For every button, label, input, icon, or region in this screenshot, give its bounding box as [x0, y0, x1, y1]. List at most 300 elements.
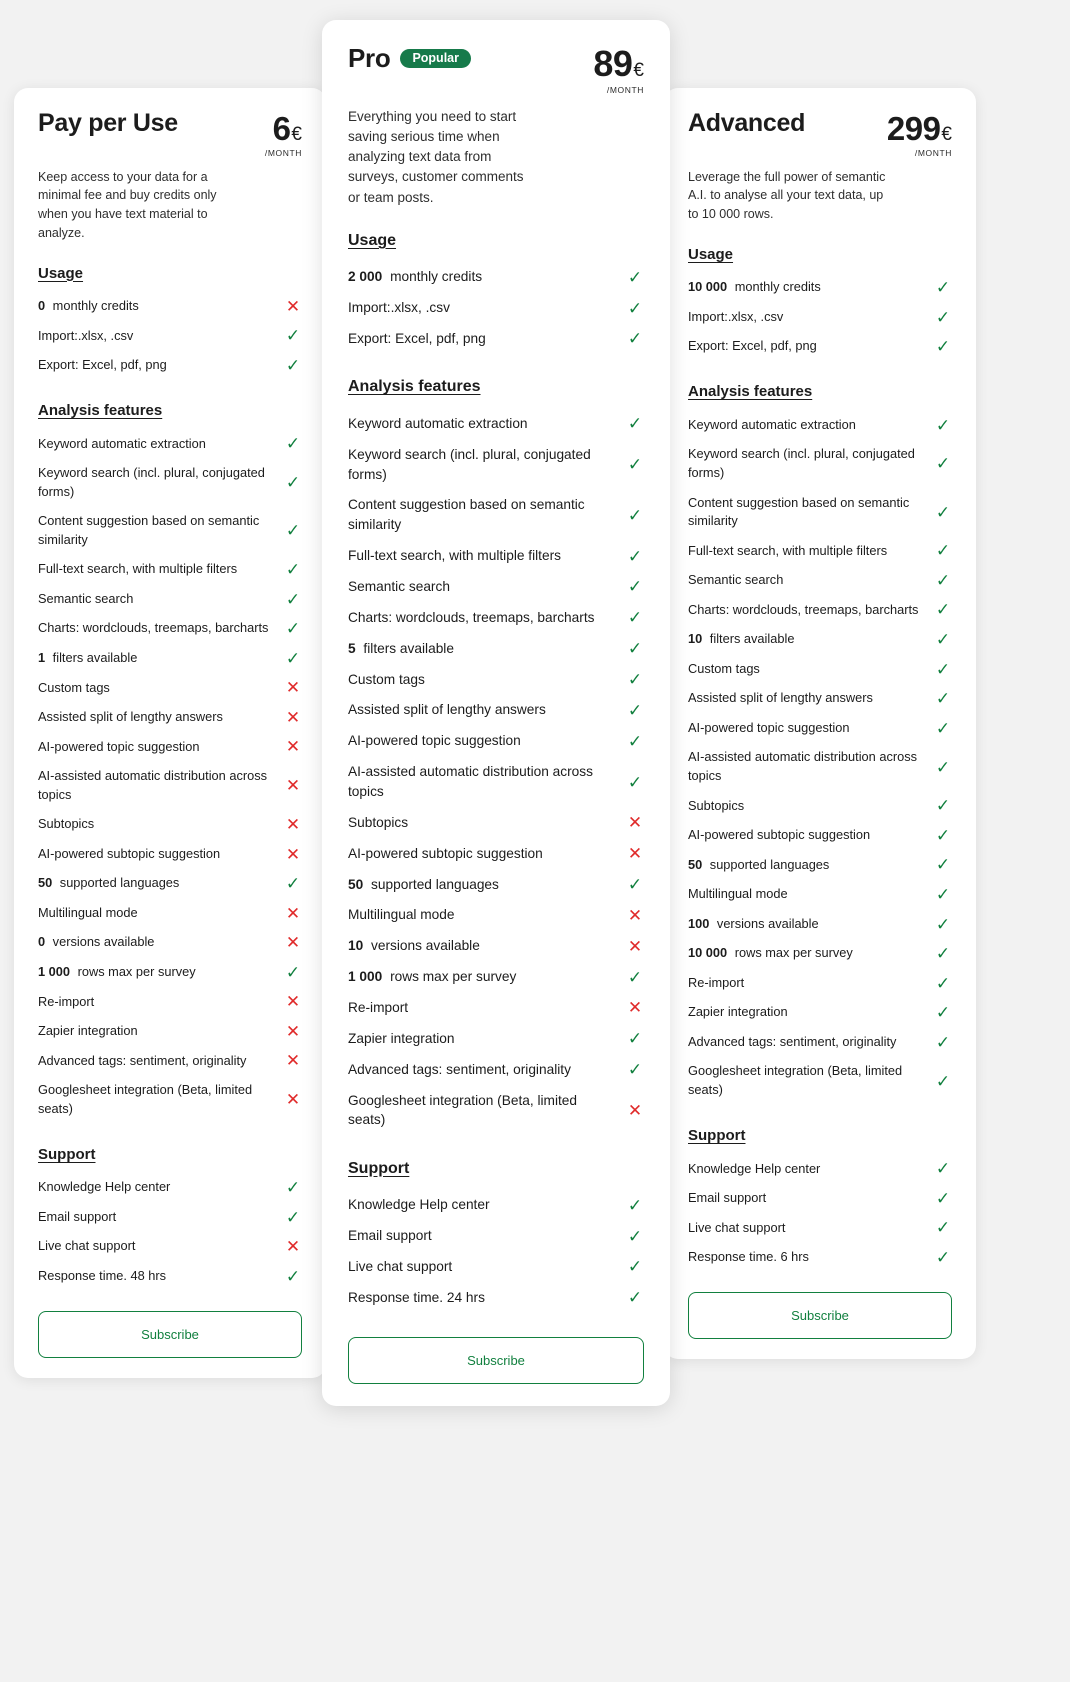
- feature-label: Googlesheet integration (Beta, limited seats): [688, 1063, 903, 1098]
- feature-list: [348, 262, 644, 355]
- cross-icon: ✕: [285, 844, 301, 864]
- feature-list: [688, 1154, 952, 1272]
- feature-text: versions available: [713, 915, 819, 931]
- check-icon: ✓: [285, 619, 301, 639]
- plan-title: Advanced: [688, 109, 806, 137]
- feature-label: Advanced tags: sentiment, originality: [348, 1061, 571, 1077]
- feature-row: [348, 900, 644, 931]
- feature-row: [688, 625, 952, 655]
- check-icon: ✓: [627, 700, 643, 720]
- check-icon: ✓: [935, 1071, 951, 1091]
- cross-icon: ✕: [627, 844, 643, 864]
- feature-label: [688, 915, 924, 934]
- feature-row: [348, 293, 644, 324]
- feature-row: [688, 1184, 952, 1214]
- feature-row: [38, 1202, 302, 1232]
- feature-label: [38, 874, 274, 893]
- feature-row: [38, 1046, 302, 1076]
- feature-label: Export: Excel, pdf, png: [688, 338, 817, 354]
- feature-label: Keyword search (incl. plural, conjugated forms): [688, 446, 915, 480]
- feature-label: Full-text search, with multiple filters: [38, 561, 238, 577]
- feature-label: AI-powered topic suggestion: [348, 733, 521, 749]
- cross-icon: ✕: [627, 905, 643, 925]
- feature-text: filters available: [706, 631, 795, 647]
- feature-row: [348, 726, 644, 757]
- section-title-analysis-features: Analysis features: [38, 402, 163, 420]
- feature-row: [348, 1252, 644, 1283]
- feature-label: Googlesheet integration (Beta, limited seats): [348, 1092, 578, 1128]
- pricing-card-advanced: [664, 88, 976, 1359]
- feature-row: [38, 351, 302, 381]
- feature-label: Subtopics: [38, 816, 95, 832]
- check-icon: ✓: [627, 1226, 643, 1246]
- section-title-usage: Usage: [688, 245, 734, 263]
- cross-icon: ✕: [627, 998, 643, 1018]
- feature-label: AI-assisted automatic distribution across topics: [688, 749, 918, 783]
- check-icon: ✓: [935, 796, 951, 816]
- feature-row: [688, 595, 952, 625]
- feature-label: Charts: wordclouds, treemaps, barcharts: [348, 609, 595, 625]
- feature-row: [38, 762, 302, 810]
- cross-icon: ✕: [285, 815, 301, 835]
- feature-label: Live chat support: [38, 1238, 136, 1254]
- check-icon: ✓: [935, 541, 951, 561]
- plan-name-wrap: [348, 44, 471, 73]
- price-period: /MONTH: [606, 85, 644, 95]
- feature-row: [688, 302, 952, 332]
- plan-price: [593, 44, 644, 95]
- feature-label: AI-powered subtopic suggestion: [688, 827, 871, 843]
- feature-list: [38, 1173, 302, 1291]
- feature-row: [38, 1232, 302, 1262]
- feature-row: [348, 408, 644, 439]
- feature-label: Advanced tags: sentiment, originality: [688, 1033, 897, 1049]
- feature-row: [688, 939, 952, 969]
- feature-row: [348, 838, 644, 869]
- feature-row: [38, 584, 302, 614]
- feature-label: AI-powered topic suggestion: [688, 719, 850, 735]
- cross-icon: ✕: [285, 992, 301, 1012]
- feature-row: [348, 1054, 644, 1085]
- feature-label: Charts: wordclouds, treemaps, barcharts: [38, 620, 269, 636]
- check-icon: ✓: [627, 967, 643, 987]
- feature-value: 5: [348, 640, 356, 656]
- feature-row: [348, 323, 644, 354]
- feature-text: monthly credits: [386, 269, 483, 285]
- feature-row: [348, 807, 644, 838]
- feature-value: 0: [38, 934, 46, 950]
- feature-list: [38, 292, 302, 381]
- feature-row: [348, 1023, 644, 1054]
- feature-row: [38, 614, 302, 644]
- check-icon: ✓: [935, 1159, 951, 1179]
- feature-label: Export: Excel, pdf, png: [38, 357, 167, 373]
- feature-label: Knowledge Help center: [348, 1197, 490, 1213]
- feature-label: AI-powered subtopic suggestion: [38, 845, 221, 861]
- check-icon: ✓: [285, 355, 301, 375]
- feature-label: Keyword automatic extraction: [38, 435, 206, 451]
- feature-label: Keyword automatic extraction: [348, 415, 528, 431]
- plan-description: Leverage the full power of semantic A.I. to analyse all your text data, up to 10 000 rows.: [688, 169, 886, 221]
- check-icon: ✓: [627, 772, 643, 792]
- feature-label: Zapier integration: [38, 1023, 138, 1039]
- check-icon: ✓: [935, 1003, 951, 1023]
- feature-label: Re-import: [688, 974, 745, 990]
- feature-row: [348, 439, 644, 490]
- subscribe-button-pro[interactable]: Subscribe: [348, 1337, 644, 1384]
- feature-row: [688, 743, 952, 791]
- feature-label: Semantic search: [38, 590, 134, 606]
- check-icon: ✓: [935, 973, 951, 993]
- feature-row: [348, 993, 644, 1024]
- feature-value: 2 000: [348, 269, 383, 285]
- feature-list: [688, 410, 952, 1105]
- feature-label: Import:.xlsx, .csv: [688, 308, 784, 324]
- feature-row: [688, 332, 952, 362]
- check-icon: ✓: [935, 689, 951, 709]
- popular-badge: Popular: [400, 49, 471, 69]
- feature-row: [38, 507, 302, 555]
- feature-value: 0: [38, 298, 46, 313]
- plan-header: [688, 110, 952, 158]
- feature-text: supported languages: [56, 875, 180, 891]
- check-icon: ✓: [935, 307, 951, 327]
- feature-row: [348, 1190, 644, 1221]
- pricing-card-pro: [322, 20, 670, 1406]
- section-title-support: Support: [348, 1159, 410, 1177]
- check-icon: ✓: [627, 731, 643, 751]
- feature-label: Multilingual mode: [38, 904, 138, 920]
- cross-icon: ✕: [285, 1237, 301, 1257]
- feature-row: [348, 633, 644, 664]
- feature-value: 1 000: [38, 964, 71, 980]
- feature-row: [348, 869, 644, 900]
- check-icon: ✓: [935, 718, 951, 738]
- price-period: /MONTH: [264, 148, 302, 158]
- check-icon: ✓: [935, 1188, 951, 1208]
- feature-row: [38, 1261, 302, 1291]
- feature-label: Content suggestion based on semantic similarity: [348, 497, 585, 533]
- check-icon: ✓: [627, 1195, 643, 1215]
- check-icon: ✓: [285, 1207, 301, 1227]
- feature-label: Multilingual mode: [348, 907, 455, 923]
- feature-label: Keyword search (incl. plural, conjugated forms): [38, 465, 265, 499]
- feature-label: AI-assisted automatic distribution across topics: [38, 768, 268, 802]
- feature-row: [38, 673, 302, 703]
- check-icon: ✓: [627, 1288, 643, 1308]
- feature-label: [348, 639, 616, 659]
- feature-label: [348, 267, 616, 287]
- feature-label: Email support: [348, 1228, 432, 1244]
- cross-icon: ✕: [627, 936, 643, 956]
- pricing-card-pay-per-use: [14, 88, 326, 1378]
- feature-label: AI-powered topic suggestion: [38, 738, 200, 754]
- plan-header: [38, 110, 302, 158]
- check-icon: ✓: [935, 1247, 951, 1267]
- feature-label: Semantic search: [688, 572, 784, 588]
- check-icon: ✓: [627, 608, 643, 628]
- feature-row: [348, 1282, 644, 1313]
- feature-row: [38, 839, 302, 869]
- check-icon: ✓: [627, 875, 643, 894]
- feature-label: Email support: [688, 1190, 767, 1206]
- feature-label: Email support: [38, 1208, 117, 1224]
- cross-icon: ✕: [627, 1100, 643, 1120]
- section-title-support: Support: [38, 1145, 96, 1163]
- feature-row: [348, 1085, 644, 1136]
- plan-title: Pay per Use: [38, 109, 178, 137]
- feature-text: monthly credits: [49, 298, 139, 313]
- subscribe-button-pay-per-use[interactable]: Subscribe: [38, 1311, 302, 1358]
- section-title-usage: Usage: [348, 231, 397, 249]
- check-icon: ✓: [627, 414, 643, 434]
- feature-row: [688, 440, 952, 488]
- feature-text: versions available: [49, 934, 155, 950]
- feature-row: [688, 410, 952, 440]
- feature-row: [38, 1173, 302, 1203]
- feature-row: [348, 962, 644, 993]
- feature-row: [688, 880, 952, 910]
- feature-label: [688, 630, 924, 649]
- plan-description: Keep access to your data for a minimal fee and buy credits only when you have text material to analyze.: [38, 169, 217, 240]
- feature-row: [688, 1057, 952, 1105]
- cross-icon: ✕: [285, 296, 301, 316]
- check-icon: ✓: [627, 546, 643, 566]
- feature-label: Keyword automatic extraction: [688, 416, 856, 432]
- check-icon: ✓: [285, 962, 301, 982]
- feature-row: [348, 490, 644, 541]
- section-title-analysis-features: Analysis features: [688, 383, 813, 401]
- feature-row: [348, 1221, 644, 1252]
- check-icon: ✓: [627, 1257, 643, 1277]
- feature-list: [348, 1190, 644, 1313]
- feature-value: 10 000: [688, 279, 728, 295]
- feature-row: [688, 791, 952, 821]
- check-icon: ✓: [285, 521, 301, 541]
- feature-row: [38, 1017, 302, 1047]
- feature-value: 100: [688, 915, 710, 931]
- feature-row: [38, 928, 302, 958]
- feature-label: Content suggestion based on semantic similarity: [38, 513, 260, 547]
- feature-value: 50: [688, 856, 703, 872]
- check-icon: ✓: [285, 473, 301, 493]
- check-icon: ✓: [627, 669, 643, 689]
- feature-label: Response time. 6 hrs: [688, 1249, 809, 1265]
- feature-label: Assisted split of lengthy answers: [348, 702, 546, 718]
- feature-label: [38, 963, 274, 982]
- feature-list: [688, 273, 952, 362]
- feature-label: Subtopics: [348, 814, 409, 830]
- feature-label: [688, 856, 924, 875]
- check-icon: ✓: [935, 855, 951, 875]
- feature-label: [348, 967, 616, 987]
- feature-label: Export: Excel, pdf, png: [348, 330, 486, 346]
- check-icon: ✓: [285, 1266, 301, 1286]
- feature-value: 50: [348, 876, 364, 892]
- feature-row: [688, 1154, 952, 1184]
- feature-row: [688, 684, 952, 714]
- plan-name-wrap: [38, 110, 178, 138]
- feature-label: Assisted split of lengthy answers: [38, 709, 223, 725]
- cross-icon: ✕: [285, 933, 301, 953]
- feature-label: Custom tags: [688, 660, 760, 676]
- feature-row: [688, 1243, 952, 1273]
- feature-value: 1 000: [348, 969, 383, 985]
- feature-row: [38, 1076, 302, 1124]
- feature-value: 10: [688, 631, 703, 647]
- cross-icon: ✕: [627, 813, 643, 833]
- cross-icon: ✕: [285, 678, 301, 698]
- feature-label: Import:.xlsx, .csv: [38, 327, 134, 343]
- feature-label: Re-import: [348, 1000, 409, 1016]
- feature-row: [38, 810, 302, 840]
- feature-row: [38, 555, 302, 585]
- check-icon: ✓: [935, 454, 951, 474]
- price-period: /MONTH: [914, 148, 952, 158]
- check-icon: ✓: [285, 560, 301, 580]
- check-icon: ✓: [627, 1029, 643, 1049]
- feature-label: Charts: wordclouds, treemaps, barcharts: [688, 601, 919, 617]
- plan-name-wrap: [688, 110, 805, 138]
- feature-label: [348, 936, 616, 956]
- feature-row: [38, 321, 302, 351]
- feature-row: [688, 998, 952, 1028]
- feature-label: Googlesheet integration (Beta, limited seats): [38, 1082, 253, 1116]
- feature-label: AI-powered subtopic suggestion: [348, 845, 543, 861]
- feature-text: rows max per survey: [74, 964, 196, 980]
- check-icon: ✓: [285, 589, 301, 609]
- feature-label: Response time. 24 hrs: [348, 1289, 485, 1305]
- feature-label: Subtopics: [688, 797, 745, 813]
- feature-label: Assisted split of lengthy answers: [688, 690, 873, 706]
- check-icon: ✓: [627, 298, 643, 318]
- section-title-analysis-features: Analysis features: [348, 378, 481, 396]
- check-icon: ✓: [285, 648, 301, 668]
- price-currency: €: [291, 124, 302, 145]
- plan-price: [265, 110, 302, 158]
- feature-label: Keyword search (incl. plural, conjugated forms): [348, 446, 591, 482]
- feature-label: Content suggestion based on semantic similarity: [688, 494, 910, 529]
- feature-row: [688, 1213, 952, 1243]
- feature-row: [688, 566, 952, 596]
- feature-row: [38, 869, 302, 899]
- section-title-support: Support: [688, 1127, 746, 1145]
- subscribe-button-advanced[interactable]: Subscribe: [688, 1292, 952, 1339]
- check-icon: ✓: [285, 326, 301, 346]
- feature-row: [38, 292, 302, 322]
- feature-row: [348, 757, 644, 808]
- feature-row: [348, 541, 644, 572]
- cross-icon: ✕: [285, 707, 301, 727]
- cross-icon: ✕: [285, 903, 301, 923]
- feature-text: supported languages: [367, 876, 499, 892]
- feature-text: supported languages: [706, 856, 830, 872]
- feature-label: Live chat support: [348, 1259, 453, 1275]
- feature-label: [348, 875, 616, 895]
- check-icon: ✓: [627, 639, 643, 659]
- check-icon: ✓: [285, 434, 301, 454]
- feature-text: versions available: [367, 938, 480, 954]
- plan-price: [887, 110, 952, 158]
- feature-label: Advanced tags: sentiment, originality: [38, 1052, 247, 1068]
- feature-row: [38, 703, 302, 733]
- check-icon: ✓: [935, 570, 951, 590]
- price-amount: 89: [593, 43, 633, 84]
- feature-row: [38, 987, 302, 1017]
- price-currency: €: [941, 124, 952, 145]
- price-amount: 6: [272, 110, 291, 147]
- feature-row: [688, 850, 952, 880]
- feature-row: [348, 602, 644, 633]
- feature-label: Full-text search, with multiple filters: [348, 548, 561, 564]
- feature-text: rows max per survey: [386, 969, 517, 985]
- feature-value: 50: [38, 875, 53, 891]
- feature-list: [38, 429, 302, 1124]
- feature-label: Live chat support: [688, 1219, 786, 1235]
- feature-text: filters available: [49, 650, 138, 666]
- check-icon: ✓: [935, 944, 951, 964]
- check-icon: ✓: [935, 825, 951, 845]
- check-icon: ✓: [935, 502, 951, 522]
- feature-label: Custom tags: [348, 671, 425, 687]
- check-icon: ✓: [935, 659, 951, 679]
- feature-row: [38, 459, 302, 507]
- check-icon: ✓: [935, 630, 951, 650]
- feature-row: [38, 732, 302, 762]
- feature-list: [348, 408, 644, 1135]
- feature-row: [688, 821, 952, 851]
- feature-row: [348, 262, 644, 293]
- feature-value: 1: [38, 650, 46, 666]
- cross-icon: ✕: [285, 1021, 301, 1041]
- check-icon: ✓: [935, 1032, 951, 1052]
- section-title-usage: Usage: [38, 264, 84, 282]
- plan-title: Pro: [348, 43, 391, 73]
- feature-label: Custom tags: [38, 679, 110, 695]
- feature-row: [38, 429, 302, 459]
- feature-label: Knowledge Help center: [38, 1179, 171, 1195]
- feature-text: monthly credits: [731, 279, 821, 295]
- feature-text: rows max per survey: [731, 945, 853, 961]
- feature-label: Semantic search: [348, 578, 450, 594]
- check-icon: ✓: [285, 874, 301, 894]
- feature-row: [38, 644, 302, 674]
- feature-row: [688, 713, 952, 743]
- feature-label: [38, 649, 274, 668]
- check-icon: ✓: [935, 337, 951, 357]
- feature-row: [688, 273, 952, 303]
- feature-label: [38, 297, 274, 316]
- check-icon: ✓: [627, 1060, 643, 1080]
- feature-value: 10: [348, 938, 364, 954]
- feature-label: Zapier integration: [348, 1030, 455, 1046]
- check-icon: ✓: [935, 278, 951, 298]
- cross-icon: ✕: [285, 776, 301, 796]
- feature-label: Knowledge Help center: [688, 1160, 821, 1176]
- check-icon: ✓: [627, 267, 643, 287]
- check-icon: ✓: [935, 600, 951, 620]
- feature-label: Import:.xlsx, .csv: [348, 300, 450, 316]
- feature-label: [688, 944, 924, 963]
- feature-row: [348, 571, 644, 602]
- feature-row: [38, 898, 302, 928]
- check-icon: ✓: [285, 1178, 301, 1198]
- feature-label: Multilingual mode: [688, 886, 788, 902]
- feature-value: 10 000: [688, 945, 728, 961]
- feature-label: Re-import: [38, 993, 95, 1009]
- feature-row: [348, 931, 644, 962]
- check-icon: ✓: [627, 505, 643, 525]
